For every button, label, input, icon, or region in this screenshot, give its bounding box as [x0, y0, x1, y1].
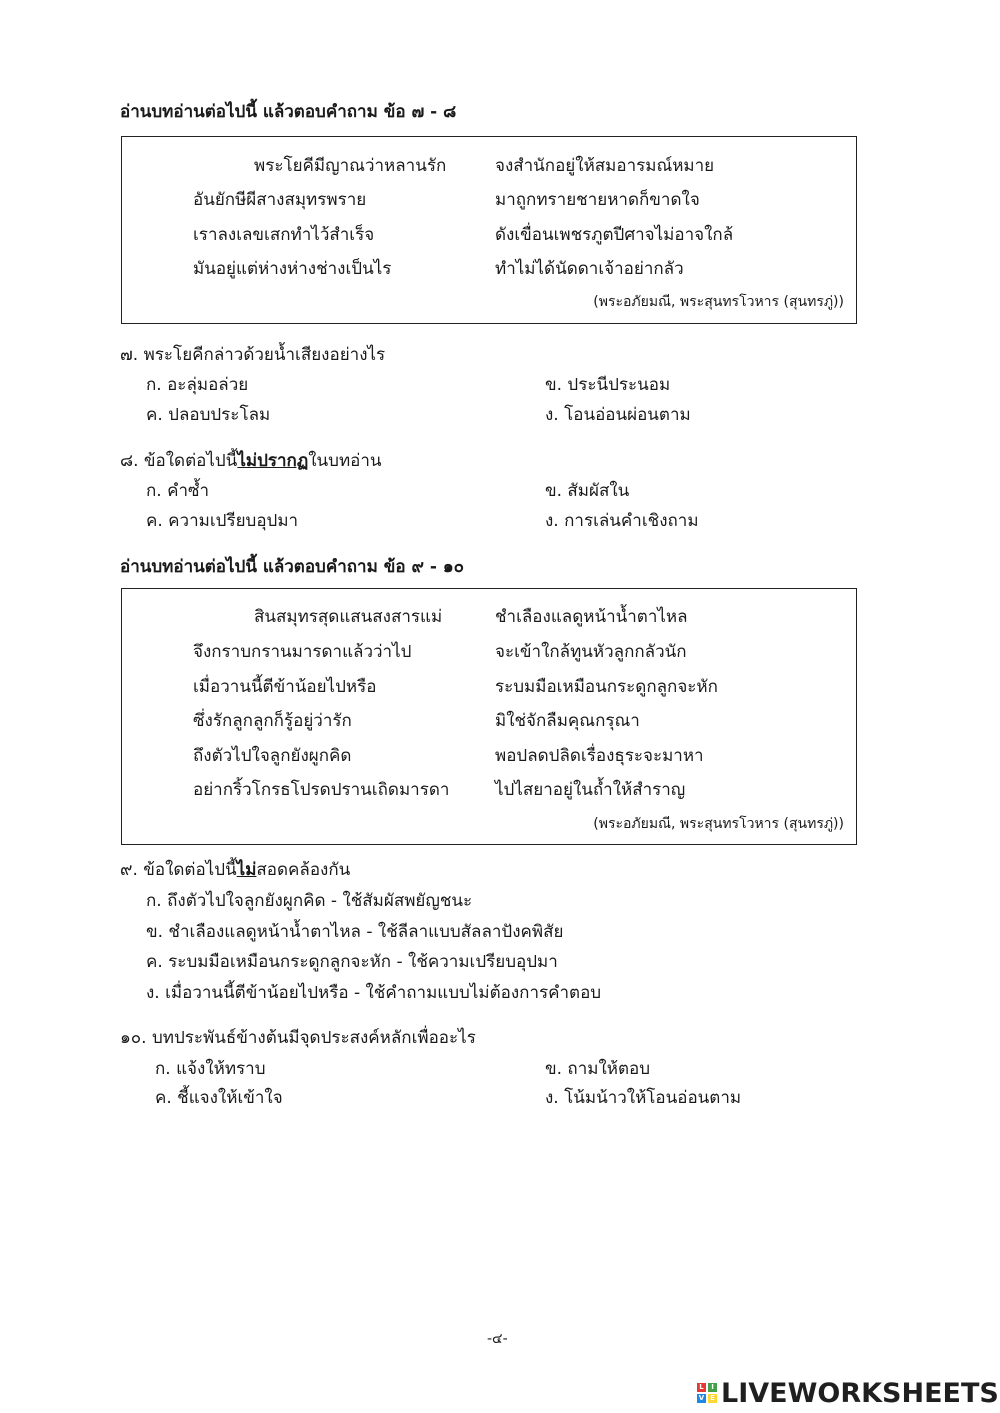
poem1-line2-left: อันยักษีผีสางสมุทรพราย [193, 190, 367, 210]
page-number: -๔- [487, 1331, 508, 1347]
poem2-line3-right: ระบมมือเหมือนกระดูกลูกจะหัก [495, 677, 718, 697]
q9-question [120, 859, 350, 881]
logo-mark-l: L [697, 1383, 706, 1392]
q10-option-b[interactable]: ข. ถามให้ตอบ [545, 1059, 651, 1079]
section1-heading: อ่านบทอ่านต่อไปนี้ แล้วตอบคำถาม ข้อ ๗ - ๘ [120, 102, 457, 122]
poem2-line5-right: พอปลดปลิดเรื่องธุระจะมาหา [495, 746, 704, 766]
poem2-line2-left: จึงกราบกรานมารดาแล้วว่าไป [193, 642, 412, 662]
q9-option-b[interactable]: ข. ชำเลืองแลดูหน้าน้ำตาไหล - ใช้ลีลาแบบสัลลาปังคพิสัย [146, 922, 564, 942]
poem2-line2-right: จะเข้าใกล้ทูนหัวลูกกลัวนัก [495, 642, 687, 662]
poem2-line6-right: ไปไสยาอยู่ในถ้ำให้สำราญ [495, 780, 686, 800]
liveworksheets-logo[interactable] [697, 1378, 999, 1408]
q9-option-d[interactable]: ง. เมื่อวานนี้ตีข้าน้อยไปหรือ - ใช้คำถามแบบไม่ต้องการคำตอบ [146, 983, 602, 1003]
q10-option-a[interactable]: ก. แจ้งให้ทราบ [155, 1059, 266, 1079]
poem2-line1-right: ชำเลืองแลดูหน้าน้ำตาไหล [495, 607, 688, 627]
q7-option-d[interactable]: ง. โอนอ่อนผ่อนตาม [545, 405, 691, 425]
q10-option-d[interactable]: ง. โน้มน้าวให้โอนอ่อนตาม [545, 1088, 742, 1108]
logo-mark-i: I [708, 1383, 717, 1392]
q9-option-a[interactable]: ก. ถึงตัวไปใจลูกยังผูกคิด - ใช้สัมผัสพยัญชนะ [146, 891, 473, 911]
q9-option-c[interactable]: ค. ระบมมือเหมือนกระดูกลูกจะหัก - ใช้ความเปรียบอุปมา [146, 952, 558, 972]
poem2-line5-left: ถึงตัวไปใจลูกยังผูกคิด [193, 746, 352, 766]
logo-text: LIVEWORKSHEETS [721, 1377, 999, 1409]
q10-question: ๑๐. บทประพันธ์ข้างต้นมีจุดประสงค์หลักเพื่ออะไร [120, 1028, 476, 1048]
poem1-line2-right: มาถูกทรายชายหาดก็ขาดใจ [495, 190, 700, 210]
poem2-line6-left: อย่ากริ้วโกรธโปรดปรานเถิดมารดา [193, 780, 450, 800]
q8-question [120, 450, 382, 472]
poem2-line3-left: เมื่อวานนี้ตีข้าน้อยไปหรือ [193, 677, 377, 697]
poem2-line4-right: มิใช่จักลืมคุณกรุณา [495, 711, 640, 731]
q10-option-c[interactable]: ค. ชี้แจงให้เข้าใจ [155, 1088, 283, 1108]
poem2-line4-left: ซึ่งรักลูกลูกก็รู้อยู่ว่ารัก [193, 711, 352, 731]
q9-emphasis: ไม่ [236, 860, 257, 880]
poem1-line4-right: ทำไม่ได้นัดดาเจ้าอย่ากลัว [495, 259, 684, 279]
q8-emphasis: ไม่ปรากฏ [237, 451, 309, 471]
q9-prefix: ๙. ข้อใดต่อไปนี้ [120, 860, 237, 880]
q8-option-d[interactable]: ง. การเล่นคำเชิงถาม [545, 511, 699, 531]
logo-mark-icon [697, 1383, 717, 1403]
poem2-source: (พระอภัยมณี, พระสุนทรโวหาร (สุนทรภู่)) [593, 816, 844, 832]
logo-mark-e: E [708, 1394, 717, 1403]
poem1-line3-right: ดังเขื่อนเพชรภูตปีศาจไม่อาจใกล้ [495, 225, 734, 245]
q8-suffix: ในบทอ่าน [308, 451, 382, 471]
q8-option-a[interactable]: ก. คำซ้ำ [146, 481, 210, 501]
poem1-line1-right: จงสำนักอยู่ให้สมอารมณ์หมาย [495, 156, 715, 176]
poem1-line1-left: พระโยคีมีญาณว่าหลานรัก [254, 156, 447, 176]
logo-mark-v: V [698, 1394, 705, 1402]
q8-prefix: ๘. ข้อใดต่อไปนี้ [120, 451, 238, 471]
q8-option-c[interactable]: ค. ความเปรียบอุปมา [146, 511, 299, 531]
q9-suffix: สอดคล้องกัน [256, 860, 351, 880]
q7-option-a[interactable]: ก. อะลุ่มอล่วย [146, 375, 249, 395]
poem1-source: (พระอภัยมณี, พระสุนทรโวหาร (สุนทรภู่)) [593, 294, 844, 310]
q7-question: ๗. พระโยคีกล่าวด้วยน้ำเสียงอย่างไร [120, 345, 386, 365]
section2-heading: อ่านบทอ่านต่อไปนี้ แล้วตอบคำถาม ข้อ ๙ - ๑๐ [120, 557, 464, 577]
q7-option-b[interactable]: ข. ประนีประนอม [545, 375, 671, 395]
poem2-line1-left: สินสมุทรสุดแสนสงสารแม่ [254, 607, 443, 627]
q7-option-c[interactable]: ค. ปลอบประโลม [146, 405, 271, 425]
q8-option-b[interactable]: ข. สัมผัสใน [545, 481, 630, 501]
poem1-line4-left: มันอยู่แต่ห่างห่างช่างเป็นไร [193, 259, 392, 279]
poem1-line3-left: เราลงเลขเสกทำไว้สำเร็จ [193, 225, 375, 245]
